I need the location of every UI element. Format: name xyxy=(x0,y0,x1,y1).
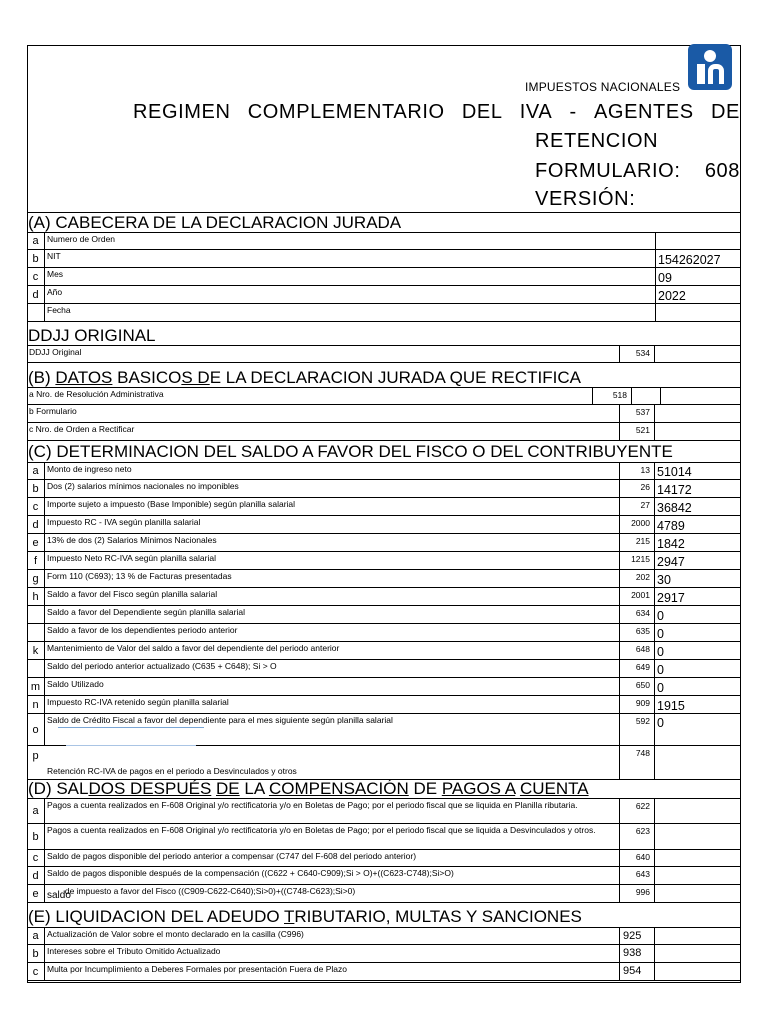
decorative-line xyxy=(58,727,204,728)
row-label: a Nro. de Resolución Administrativa xyxy=(29,389,164,399)
row-label: Saldo de pagos disponible después de la compensación ((C622 + C640-C909);Si > O)+((C623-C748);Si>O) xyxy=(47,868,454,878)
section-b-row xyxy=(27,423,741,441)
row-value[interactable]: 0 xyxy=(657,609,664,623)
row-code: 521 xyxy=(619,423,655,440)
row-value[interactable]: 0 xyxy=(657,627,664,641)
row-label: Intereses sobre el Tributo Omitido Actualizado xyxy=(47,946,221,956)
row-label: Mantenimiento de Valor del saldo a favor del dependiente del periodo anterior xyxy=(47,643,340,653)
row-label: Año xyxy=(47,287,63,297)
row-label: Saldo de pagos disponible del periodo anterior a compensar (C747 del F-608 del periodo anterior) xyxy=(47,851,417,861)
row-letter: b xyxy=(27,945,45,962)
row-letter: c xyxy=(27,268,45,285)
row-letter: f xyxy=(27,552,45,569)
row-value[interactable]: 51014 xyxy=(657,465,692,479)
section-c-row xyxy=(27,678,741,696)
row-value[interactable]: 0 xyxy=(657,645,664,659)
form-title-line2: RETENCION xyxy=(535,130,659,152)
section-c-row xyxy=(27,696,741,714)
section-e-row xyxy=(27,927,741,945)
row-letter xyxy=(27,624,45,641)
row-label: Monto de ingreso neto xyxy=(47,464,132,474)
section-c-row xyxy=(27,714,741,746)
row-letter: b xyxy=(27,824,45,849)
row-value[interactable] xyxy=(633,388,661,405)
row-code: 622 xyxy=(619,799,655,823)
row-letter: h xyxy=(27,588,45,605)
row-code: 643 xyxy=(619,867,655,884)
section-d-row xyxy=(27,798,741,824)
row-code: 623 xyxy=(619,824,655,849)
row-code: 2000 xyxy=(619,516,655,533)
row-code: 640 xyxy=(619,850,655,866)
row-value[interactable]: 0 xyxy=(657,681,664,695)
impuestos-nacionales-logo xyxy=(688,44,732,90)
org-name: IMPUESTOS NACIONALES xyxy=(525,80,681,94)
row-label: Impuesto Neto RC-IVA según planilla salarial xyxy=(47,553,216,563)
row-letter: c xyxy=(27,850,45,866)
row-label: Saldo de Crédito Fiscal a favor del dependiente para el mes siguiente según planilla salarial xyxy=(47,715,393,725)
row-code: 1215 xyxy=(619,552,655,569)
decorative-line xyxy=(66,745,196,746)
row-label: Saldo Utilizado xyxy=(47,679,104,689)
row-letter: d xyxy=(27,516,45,533)
section-c-row xyxy=(27,660,741,678)
row-label: Multa por Incumplimiento a Deberes Formales por presentación Fuera de Plazo xyxy=(47,964,348,974)
section-d-row xyxy=(27,867,741,885)
section-c-row xyxy=(27,642,741,660)
row-label: Importe sujeto a impuesto (Base Imponible) según planilla salarial xyxy=(47,499,296,509)
row-letter: d xyxy=(27,286,45,303)
section-c-row xyxy=(27,534,741,552)
row-letter: e xyxy=(27,885,45,902)
row-label: saldode impuesto a favor del Fisco ((C909-C622-C640);Si>0)+((C748-C623);Si>0) xyxy=(47,886,356,901)
section-c-title: (C) DETERMINACION DEL SALDO A FAVOR DEL FISCO O DEL CONTRIBUYENTE xyxy=(28,442,673,461)
row-value[interactable]: 1915 xyxy=(657,699,685,713)
row-label: c Nro. de Orden a Rectificar xyxy=(29,424,135,434)
row-code: 635 xyxy=(619,624,655,641)
row-code: 748 xyxy=(619,746,655,779)
section-c-row xyxy=(27,552,741,570)
section-b-row xyxy=(27,387,741,405)
row-code: 649 xyxy=(619,660,655,677)
row-code: 650 xyxy=(619,678,655,695)
row-letter: c xyxy=(27,963,45,980)
row-value[interactable]: 0 xyxy=(657,716,664,730)
row-letter: k xyxy=(27,642,45,659)
row-value[interactable]: 2022 xyxy=(658,289,686,303)
section-a-row xyxy=(27,232,741,250)
section-b-row xyxy=(27,405,741,423)
row-letter: g xyxy=(27,570,45,587)
row-value[interactable]: 154262027 xyxy=(658,253,721,267)
row-letter: m xyxy=(27,678,45,695)
row-code: 215 xyxy=(619,534,655,551)
section-c-row xyxy=(27,516,741,534)
row-code: 909 xyxy=(619,696,655,713)
row-code: 26 xyxy=(619,480,655,497)
row-value[interactable]: 36842 xyxy=(657,501,692,515)
section-a-row xyxy=(27,268,741,286)
ddjj-row: DDJJ Original 534 xyxy=(27,345,741,363)
row-letter: p xyxy=(32,750,39,762)
row-letter: b xyxy=(27,250,45,267)
section-d-row xyxy=(27,850,741,867)
section-c-row xyxy=(27,746,741,780)
section-e-title: (E) LIQUIDACION DEL ADEUDO TRIBUTARIO, MULTAS Y SANCIONES xyxy=(28,907,582,926)
row-label: Impuesto RC - IVA según planilla salarial xyxy=(47,517,201,527)
row-value[interactable]: 4789 xyxy=(657,519,685,533)
form-number-line: FORMULARIO: 608 xyxy=(535,160,740,182)
row-label: Dos (2) salarios mínimos nacionales no imponibles xyxy=(47,481,239,491)
row-label: Form 110 (C693); 13 % de Facturas presentadas xyxy=(47,571,232,581)
row-letter: c xyxy=(27,498,45,515)
row-letter: a xyxy=(27,799,45,823)
row-letter: a xyxy=(27,928,45,944)
row-label: 13% de dos (2) Salarios Mínimos Nacionales xyxy=(47,535,217,545)
row-label: b Formulario xyxy=(29,406,77,416)
row-letter: b xyxy=(27,480,45,497)
row-code: 13 xyxy=(619,463,655,479)
section-d-row xyxy=(27,885,741,903)
row-label: Saldo del periodo anterior actualizado (C635 + C648); Si > O xyxy=(47,661,277,671)
row-code: 996 xyxy=(619,885,655,902)
row-value[interactable]: 2947 xyxy=(657,555,685,569)
section-a-row xyxy=(27,286,741,304)
row-code: 537 xyxy=(619,405,655,422)
row-code: 648 xyxy=(619,642,655,659)
row-value[interactable]: 1842 xyxy=(657,537,685,551)
row-letter xyxy=(27,304,45,321)
version-label: VERSIÓN: xyxy=(535,188,636,210)
form-title: REGIMEN COMPLEMENTARIO DEL IVA - AGENTES DE xyxy=(133,101,740,123)
row-code: 27 xyxy=(619,498,655,515)
section-e-row xyxy=(27,963,741,981)
section-c-row xyxy=(27,480,741,498)
section-c-row xyxy=(27,498,741,516)
row-label: Pagos a cuenta realizados en F-608 Original y/o rectificatoria y/o en Boletas de Pago; por el periodo fiscal que se liquida en Planilla ributaria. xyxy=(47,800,578,810)
row-letter: a xyxy=(27,463,45,479)
row-code: 202 xyxy=(619,570,655,587)
row-label: NIT xyxy=(47,251,61,261)
section-b-title: (B) DATOS BASICOS DE LA DECLARACION JURADA QUE RECTIFICA xyxy=(28,368,581,387)
section-c-row xyxy=(27,624,741,642)
section-a-title: (A) CABECERA DE LA DECLARACION JURADA xyxy=(28,213,402,232)
row-code: 2001 xyxy=(619,588,655,605)
row-letter xyxy=(27,606,45,623)
row-value[interactable]: 2917 xyxy=(657,591,685,605)
row-code: 592 xyxy=(619,714,655,745)
section-d-row xyxy=(27,824,741,850)
row-letter: n xyxy=(27,696,45,713)
row-label: Numero de Orden xyxy=(47,234,116,244)
section-d-title: (D) SALDOS DESPUÉS DE LA COMPENSACIÓN DE PAGOS A CUENTA xyxy=(28,779,589,798)
ddjj-title: DDJJ ORIGINAL xyxy=(28,326,156,345)
row-code: 925 xyxy=(619,928,655,944)
section-a-row xyxy=(27,250,741,268)
row-label: Impuesto RC-IVA retenido según planilla salarial xyxy=(47,697,229,707)
row-label: Saldo a favor del Fisco según planilla salarial xyxy=(47,589,218,599)
row-letter: a xyxy=(27,233,45,249)
row-code: 938 xyxy=(619,945,655,962)
row-label: Fecha xyxy=(47,305,71,315)
row-value[interactable]: 14172 xyxy=(657,483,692,497)
row-label: Pagos a cuenta realizados en F-608 Original y/o rectificatoria y/o en Boletas de Pago; por el periodo fiscal que se liquida a Desvinculados y otros. xyxy=(47,825,596,835)
row-label: Actualización de Valor sobre el monto declarado en la casilla (C996) xyxy=(47,929,304,939)
row-code: 634 xyxy=(619,606,655,623)
row-code: 518 xyxy=(592,388,632,404)
section-c-row xyxy=(27,462,741,480)
row-value[interactable]: 09 xyxy=(658,271,672,285)
section-c-row xyxy=(27,588,741,606)
row-value[interactable]: 30 xyxy=(657,573,671,587)
row-code: 954 xyxy=(619,963,655,980)
section-e-row xyxy=(27,945,741,963)
row-letter: d xyxy=(27,867,45,884)
section-c-row xyxy=(27,570,741,588)
section-a-row xyxy=(27,304,741,322)
row-letter xyxy=(27,660,45,677)
row-label: Saldo a favor del Dependiente según planilla salarial xyxy=(47,607,245,617)
row-label: Saldo a favor de los dependientes periodo anterior xyxy=(47,625,238,635)
row-value[interactable]: 0 xyxy=(657,663,664,677)
row-letter: e xyxy=(27,534,45,551)
row-label: Retención RC-IVA de pagos en el periodo a Desvinculados y otros xyxy=(47,766,297,776)
row-letter: o xyxy=(27,714,45,745)
row-label: Mes xyxy=(47,269,64,279)
section-c-row xyxy=(27,606,741,624)
